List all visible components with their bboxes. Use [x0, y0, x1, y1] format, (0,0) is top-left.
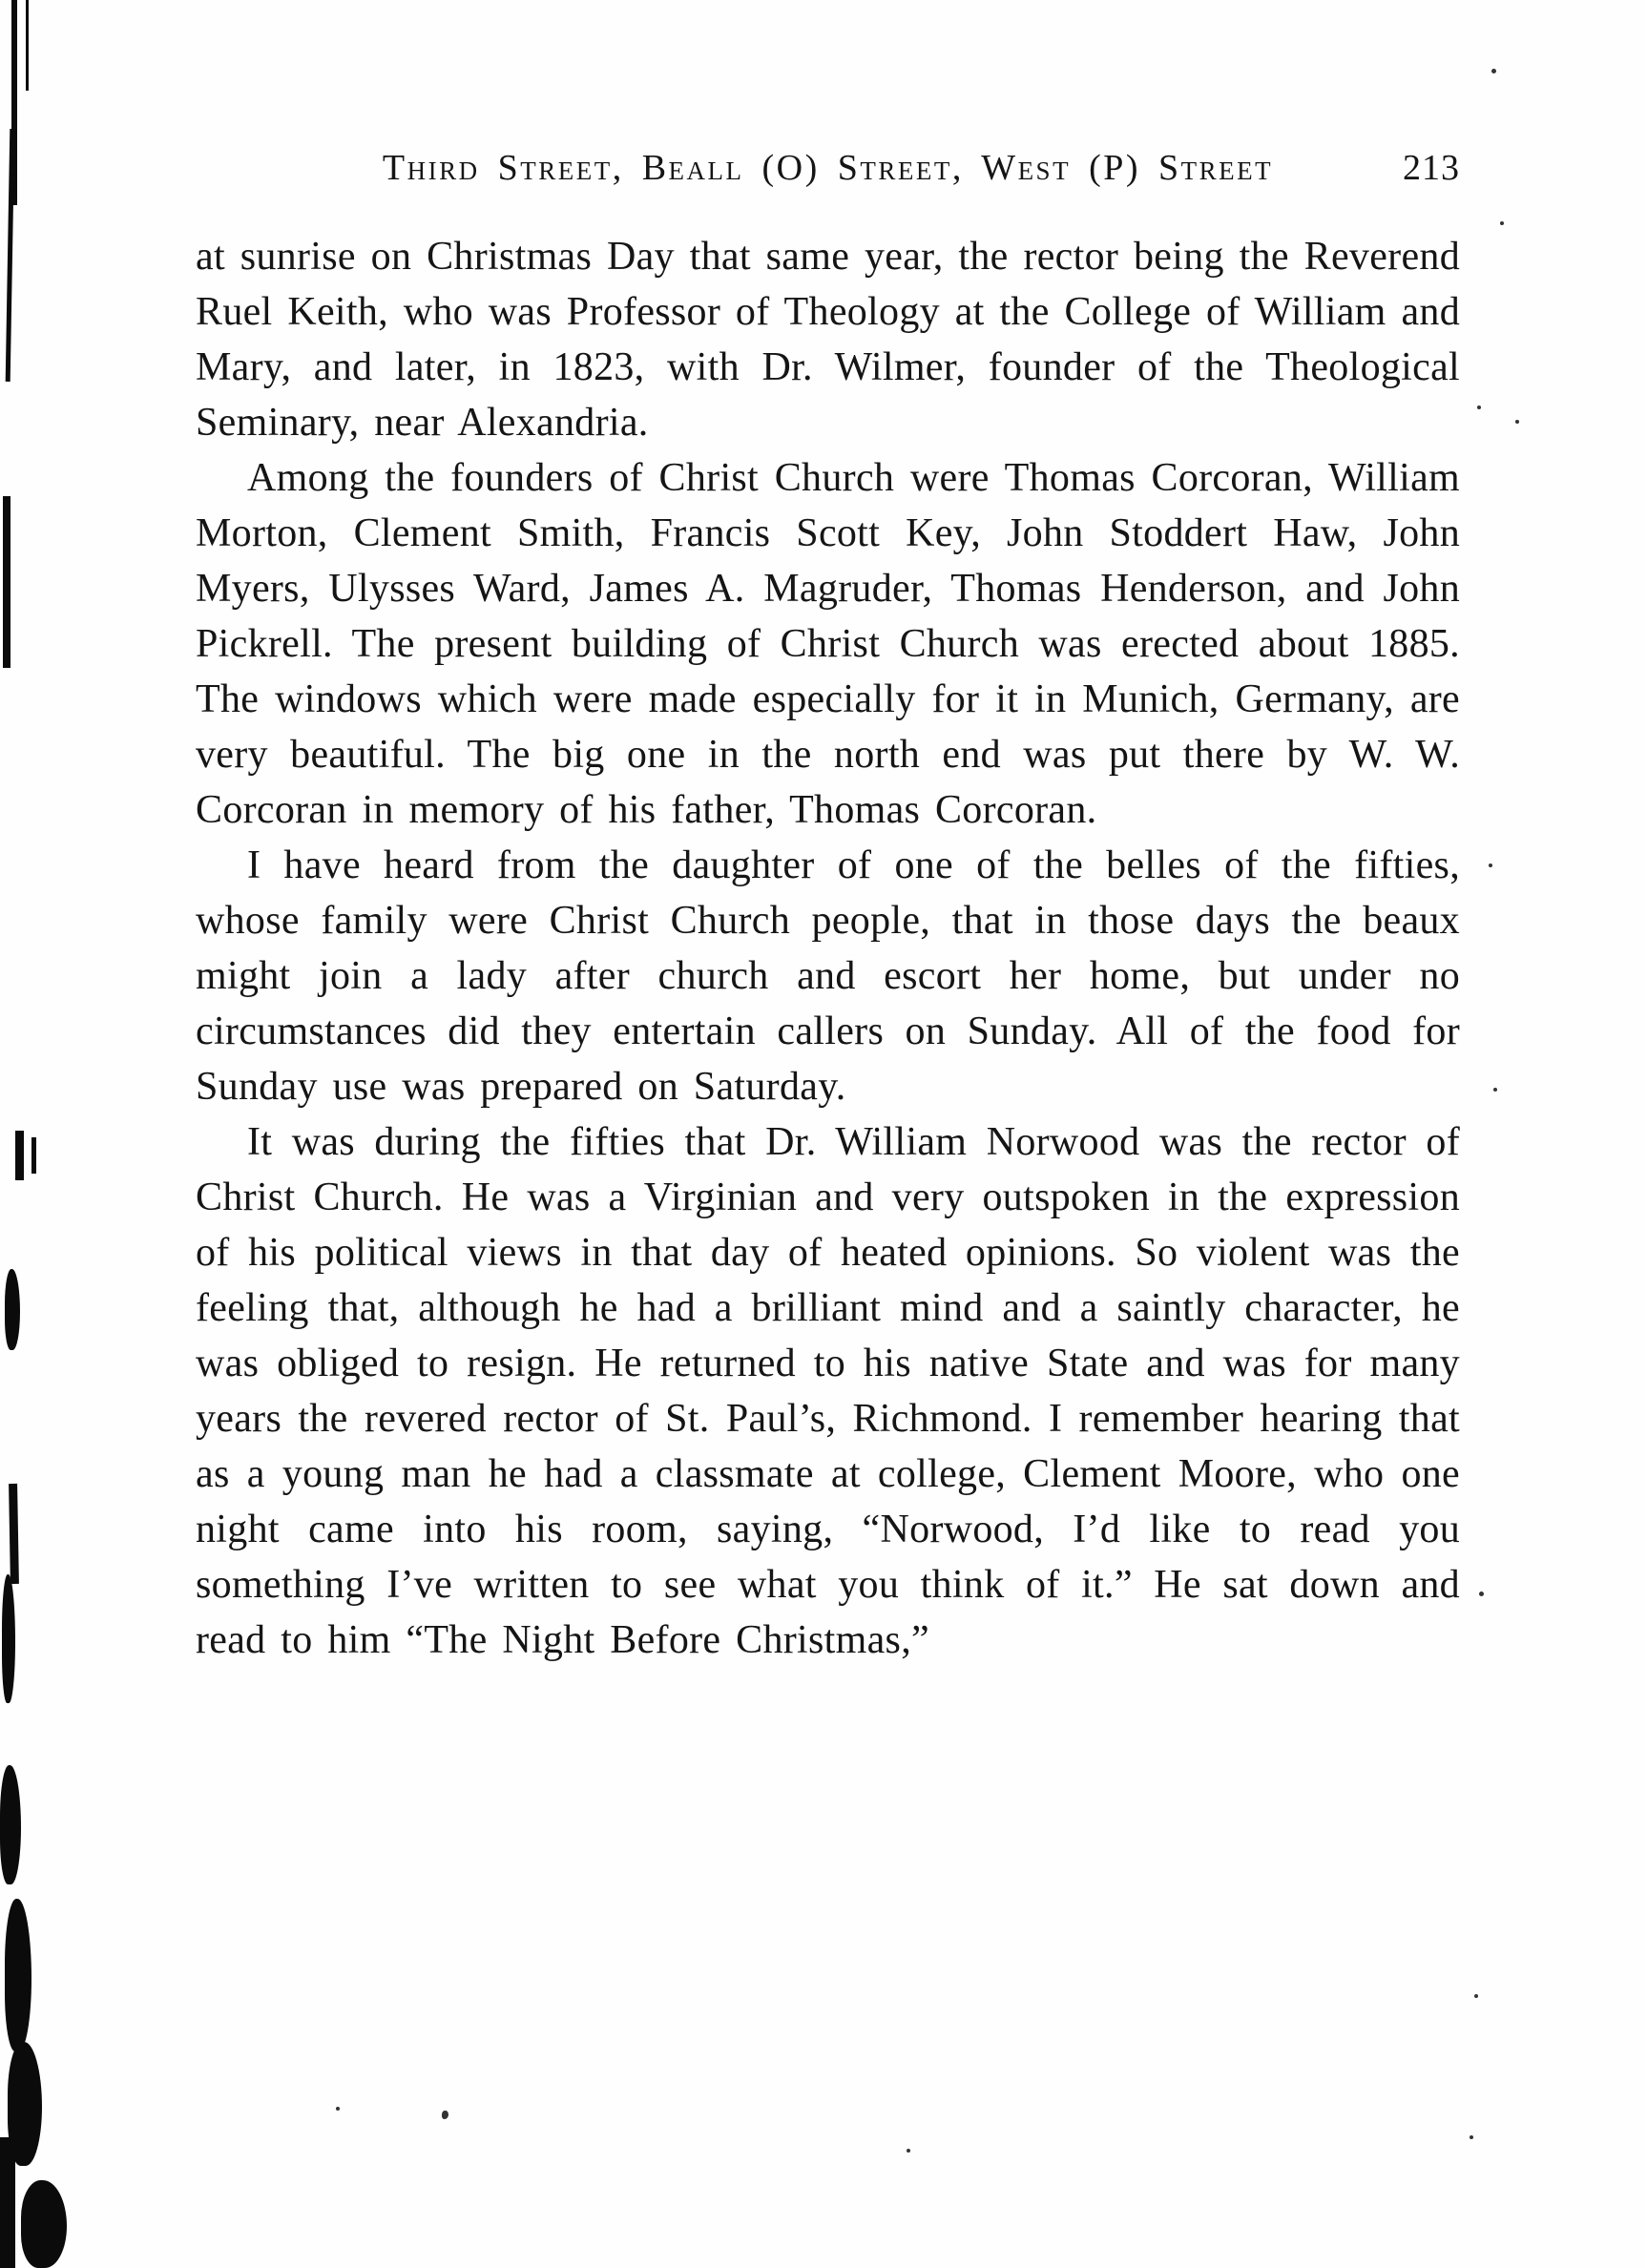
- scan-speck: [1491, 69, 1496, 73]
- scan-artifact: [2, 1574, 15, 1703]
- scan-artifact: [5, 1269, 20, 1350]
- scan-speck: [1500, 221, 1504, 225]
- scan-speck: [1474, 1994, 1478, 1998]
- scan-speck: [1515, 420, 1519, 424]
- scan-artifact: [26, 0, 29, 91]
- paragraph: at sunrise on Christmas Day that same year, the rector being the Reverend Ruel Keith, who was Professor of Theology at the College of William and Mary, and later, in 1823, with Dr. Wilmer, founder of the Theological Seminary, near Alexandria.: [196, 235, 1460, 445]
- scan-speck: [1479, 1592, 1484, 1596]
- scan-artifact: [6, 129, 15, 382]
- scan-speck: [1470, 2135, 1473, 2139]
- page-number: 213: [1403, 148, 1460, 188]
- scan-artifact: [31, 1137, 36, 1174]
- running-header-title: Third Street, Beall (O) Street, West (P) Street: [382, 148, 1274, 188]
- scan-artifact: [3, 496, 10, 668]
- body-text: [196, 229, 1460, 1668]
- scan-artifact: [0, 2137, 15, 2268]
- scan-artifact: [9, 1484, 19, 1584]
- scan-artifact: [5, 1899, 31, 2051]
- scan-artifact: [0, 1765, 21, 1884]
- scan-artifact: [15, 1131, 24, 1180]
- scan-speck: [1489, 864, 1492, 867]
- paragraph: It was during the fifties that Dr. William Norwood was the rector of Christ Church. He was a Virginian and very outspoken in the expression of his political views in that day of heated opinions. So violent was the feeling that, although he had a brilliant mind and a saintly character, he was obliged to resign. He returned to his native State and was for many years the revered rector of St. Paul’s, Richmond. I remember hearing that as a young man he had a classmate at college, Clement Moore, who one night came into his room, saying, “Norwood, I’d like to read you something I’ve written to see what you think of it.” He sat down and read to him “The Night Before Christmas,”: [196, 1120, 1460, 1662]
- paragraph: Among the founders of Christ Church were Thomas Corcoran, William Morton, Clement Smith, Francis Scott Key, John Stoddert Haw, John Myers, Ulysses Ward, James A. Magruder, Thomas Henderson, and John Pickrell. The present building of Christ Church was erected about 1885. The windows which were made especially for it in Munich, Germany, are very beautiful. The big one in the north end was put there by W. W. Corcoran in memory of his father, Thomas Corcoran.: [196, 456, 1460, 832]
- scan-speck: [336, 2107, 340, 2111]
- scan-artifact: [21, 2180, 67, 2268]
- text-column: [196, 145, 1460, 1668]
- scan-speck: [1477, 406, 1481, 409]
- running-header: [196, 145, 1460, 191]
- scan-speck: [907, 2149, 910, 2153]
- paragraph: I have heard from the daughter of one of the belles of the fifties, whose family were Christ Church people, that in those days the beaux might join a lady after church and escort her home, but under no circumstances did they entertain callers on Sunday. All of the food for Sunday use was prepared on Saturday.: [196, 843, 1460, 1109]
- scan-speck: [442, 2111, 448, 2119]
- scan-speck: [1493, 1088, 1497, 1092]
